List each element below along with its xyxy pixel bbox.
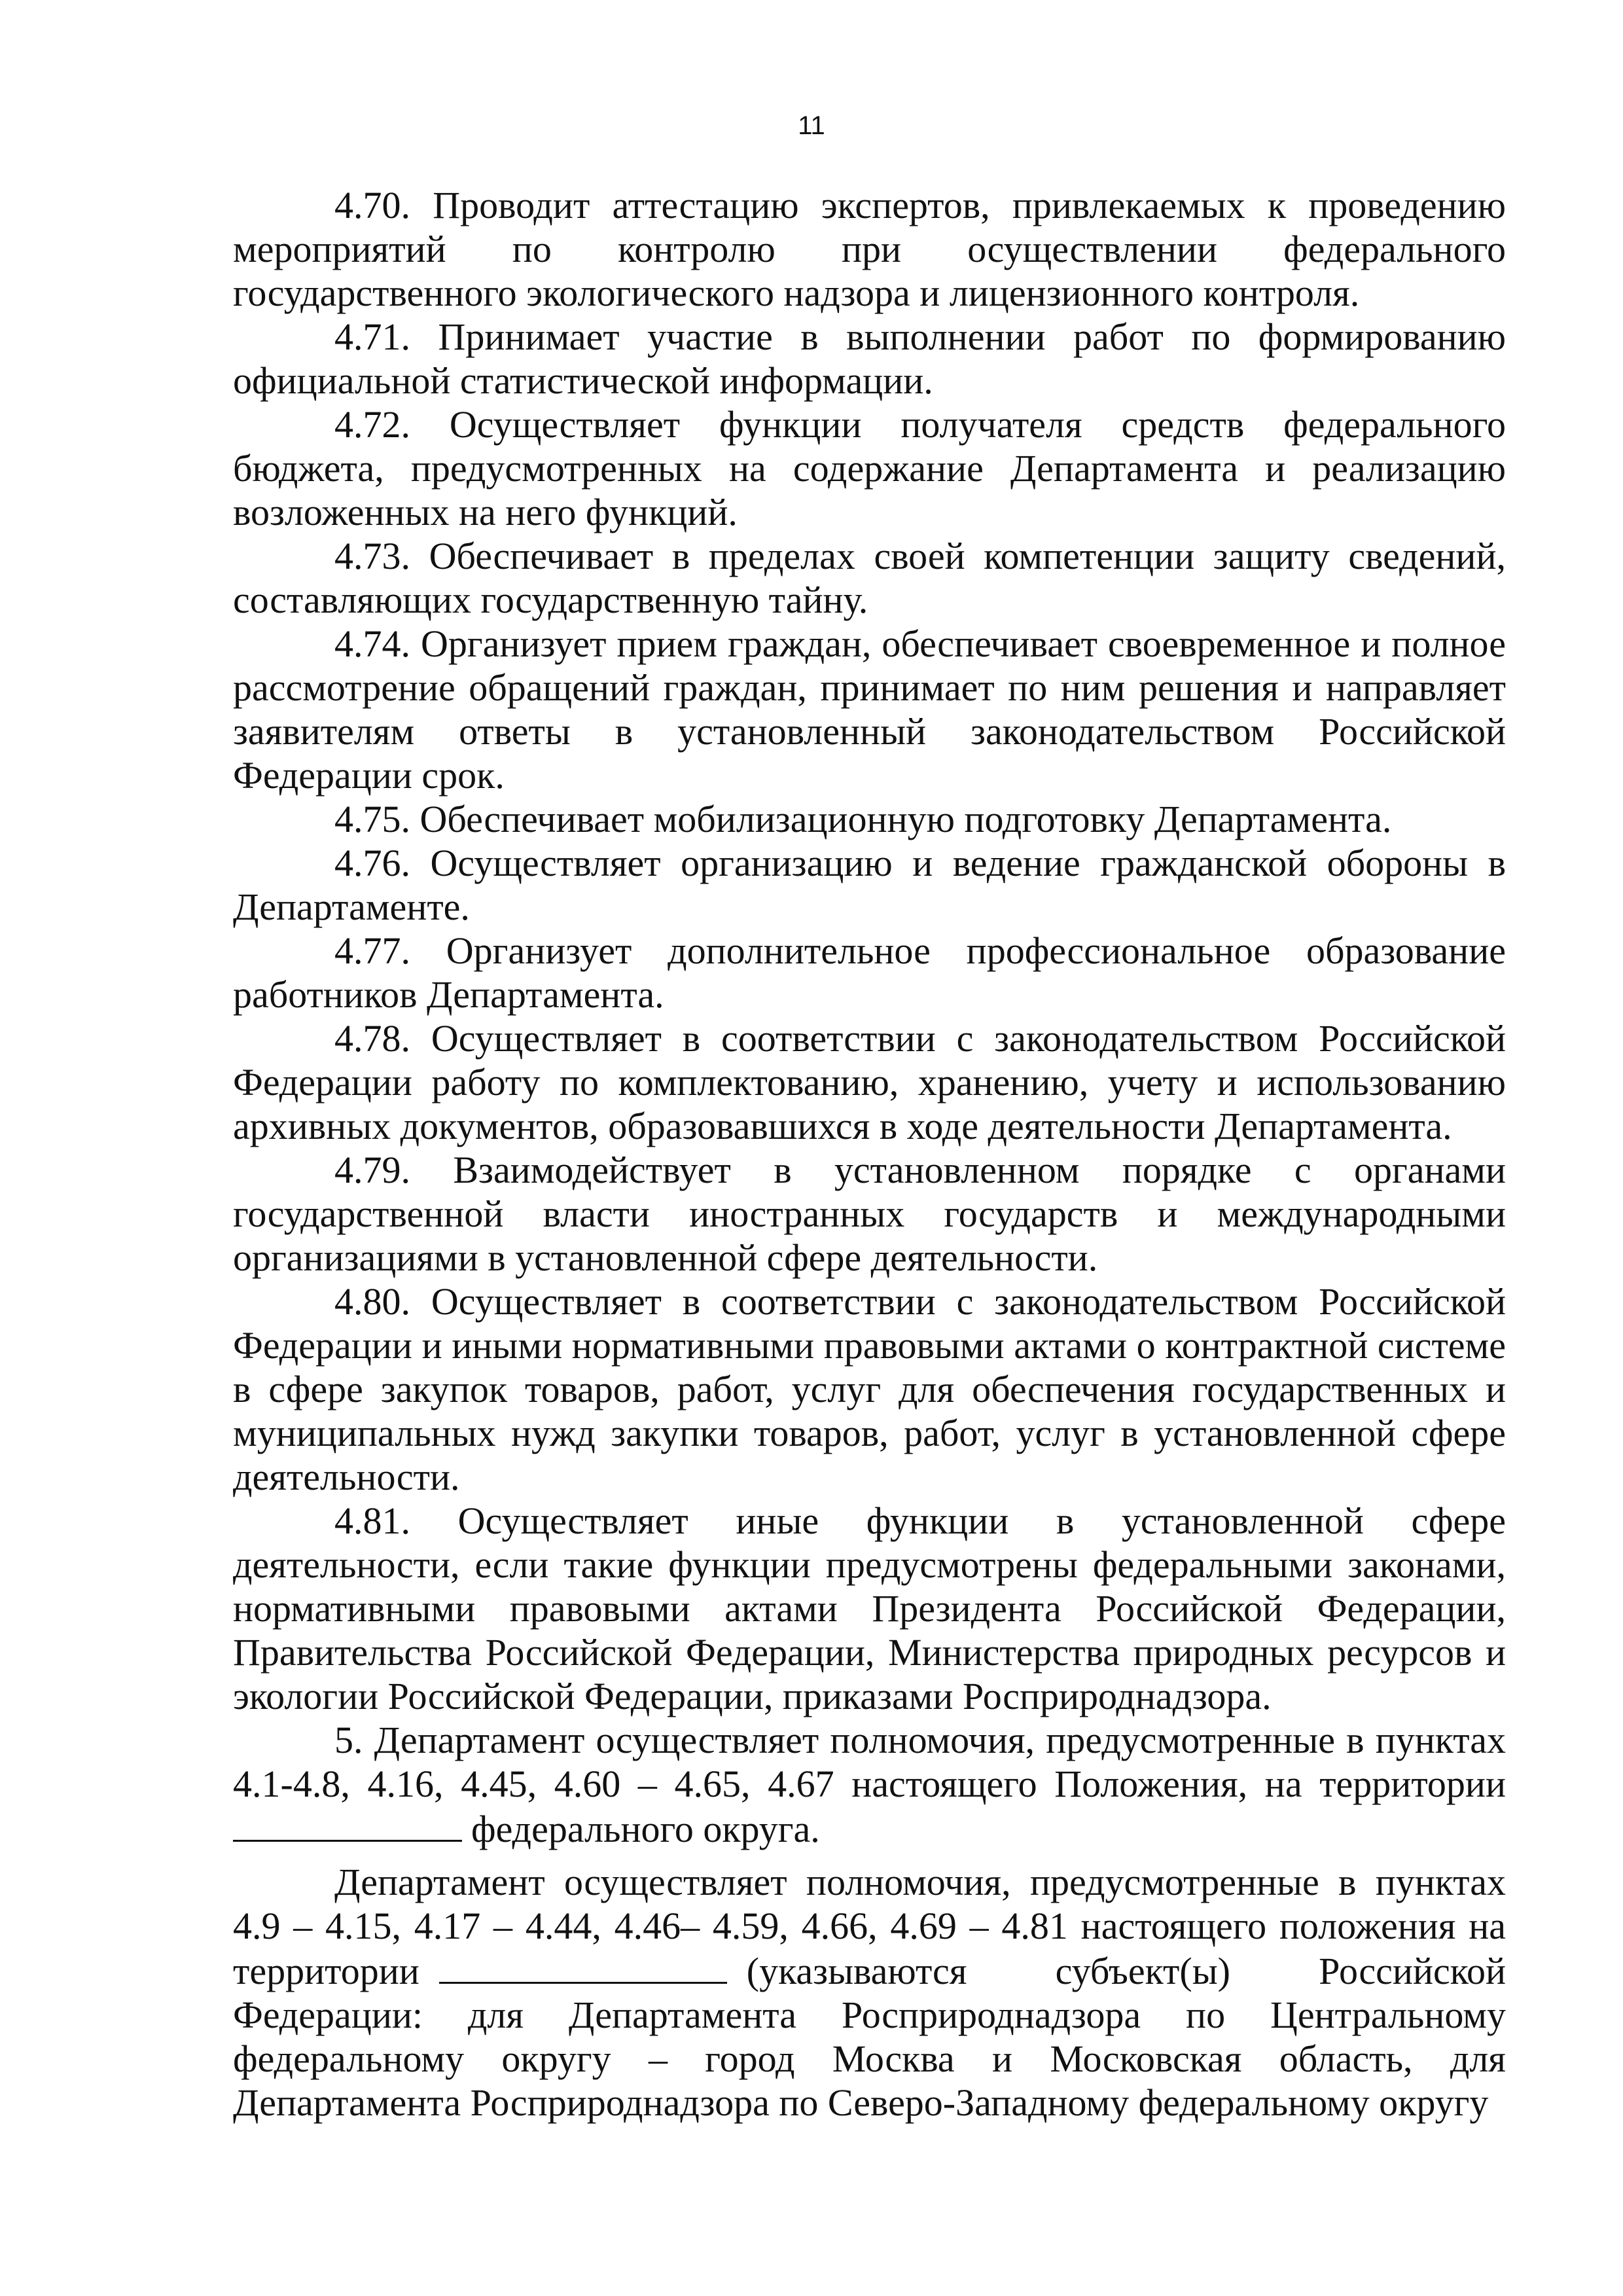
item-text: Организует дополнительное профессиональное образование работников Департамента. [233, 929, 1506, 1016]
list-item-4-76 [233, 841, 1506, 929]
item-number: 4.81. [334, 1499, 410, 1542]
item-number: 4.77. [334, 929, 410, 972]
list-item-4-81 [233, 1499, 1506, 1718]
item-text: Осуществляет организацию и ведение гражданской обороны в Департаменте. [233, 842, 1507, 928]
item-number: 4.70. [334, 184, 410, 226]
item-text: Обеспечивает в пределах своей компетенции защиту сведений, составляющих государственную тайну. [233, 535, 1507, 621]
item-text: Осуществляет в соответствии с законодательством Российской Федерации работу по комплектованию, хранению, учету и использованию архивных документов, образовавшихся в ходе деятельности Департамента. [233, 1017, 1507, 1147]
item-text: Осуществляет иные функции в установленной сфере деятельности, если такие функции предусмотрены федеральными законами, нормативными правовыми актами Президента Российской Федерации, Правительства Российской Федерации, Министерства природных ресурсов и экологии Российской Федерации, приказами Росприроднадзора. [233, 1499, 1507, 1717]
list-item-4-79 [233, 1148, 1506, 1280]
item-number: 4.74. [334, 622, 410, 665]
item-number: 4.76. [334, 842, 410, 884]
territory-paragraph [233, 1860, 1506, 2125]
item-number: 4.80. [334, 1280, 410, 1323]
item-number: 4.72. [334, 403, 410, 446]
list-item-4-78 [233, 1016, 1506, 1148]
item-text: Осуществляет в соответствии с законодательством Российской Федерации и иными нормативными правовыми актами о контрактной системе в сфере закупок товаров, работ, услуг для обеспечения государственных и муниципальных нужд закупки товаров, работ, услуг в установленной сфере деятельности. [233, 1280, 1507, 1498]
item-text: Осуществляет функции получателя средств федерального бюджета, предусмотренных на содержание Департамента и реализацию возложенных на него функций. [233, 403, 1507, 533]
section-5-text-end: федерального округа. [471, 1808, 820, 1850]
list-item-4-70 [233, 183, 1506, 315]
item-text: Проводит аттестацию экспертов, привлекаемых к проведению мероприятий по контролю при осуществлении федерального государственного экологического надзора и лицензионного контроля. [233, 184, 1506, 314]
territory-paragraph-text: Департамент осуществляет полномочия, предусмотренные в пунктах 4.9 – 4.15, 4.17 – 4.44, 4.46– 4.59, 4.66, 4.69 – 4.81 настоящего положения на территории [233, 1861, 1506, 1992]
section-number: 5. [334, 1719, 363, 1761]
item-number: 4.73. [334, 535, 410, 577]
item-text: Взаимодействует в установленном порядке с органами государственной власти иностранных государств и международными организациями в установленной сфере деятельности. [233, 1149, 1506, 1279]
territory-paragraph-text-end: (указываются субъект(ы) Российской Федерации: для Департамента Росприроднадзора по Центральному федеральному округу – город Москва и Московская область, для Департамента Росприроднадзора по Северо-Западному федеральному округу [233, 1950, 1506, 2124]
item-number: 4.71. [334, 315, 410, 358]
list-item-4-74 [233, 622, 1506, 797]
section-5-text: Департамент осуществляет полномочия, предусмотренные в пунктах 4.1-4.8, 4.16, 4.45, 4.60 – 4.65, 4.67 настоящего Положения, на территории [233, 1719, 1506, 1805]
subject-blank-line [439, 1948, 727, 1984]
item-number: 4.78. [334, 1017, 410, 1060]
document-body [233, 183, 1506, 2125]
territory-blank-line [233, 1806, 462, 1842]
item-number: 4.75. [334, 798, 410, 840]
list-item-4-71 [233, 315, 1506, 403]
item-text: Организует прием граждан, обеспечивает своевременное и полное рассмотрение обращений граждан, принимает по ним решения и направляет заявителям ответы в установленный законодательством Российской Федерации срок. [233, 622, 1506, 797]
list-item-4-72 [233, 403, 1506, 534]
item-number: 4.79. [334, 1149, 410, 1191]
list-item-4-73 [233, 534, 1506, 622]
item-text: Обеспечивает мобилизационную подготовку Департамента. [419, 798, 1392, 840]
page-number: 11 [798, 111, 825, 140]
item-text: Принимает участие в выполнении работ по формированию официальной статистической информации. [233, 315, 1506, 402]
list-item-4-77 [233, 929, 1506, 1016]
section-5-paragraph [233, 1718, 1506, 1851]
list-item-4-75 [233, 797, 1506, 841]
list-item-4-80 [233, 1280, 1506, 1499]
